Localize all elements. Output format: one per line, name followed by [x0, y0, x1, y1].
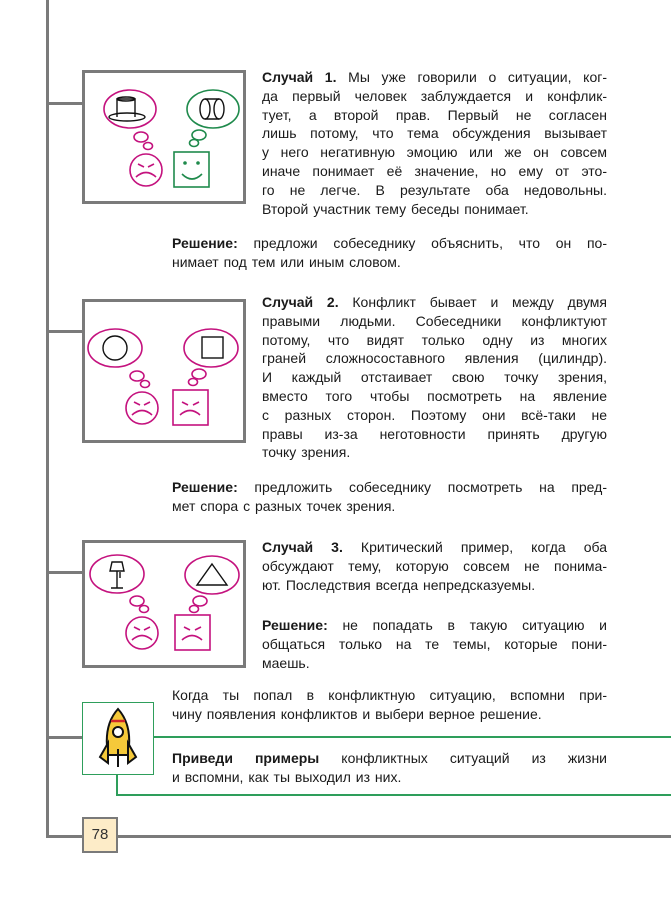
solution1-text: Решение: предложи собеседнику объяснить, что он по- нимает под тем или иным словом.	[172, 235, 607, 270]
angry-face-icon	[126, 392, 158, 424]
circle-icon	[103, 336, 127, 360]
case1-illustration	[82, 70, 246, 204]
page-number: 78	[82, 817, 118, 853]
smiling-face-icon	[174, 152, 209, 187]
task-text: Приведи примеры конфликтных ситуаций из жизни и вспомни, как ты выходил из них.	[172, 750, 608, 785]
triangle-icon	[197, 564, 227, 585]
case3-text: Случай 3. Критический пример, когда оба обсуждают тему, которую совсем не понима- ют. Последствия всегда непредсказуемы.	[262, 539, 607, 593]
solution2-text: Решение: предложить собеседнику посмотреть на пред- мет спора с разных точек зрения.	[172, 479, 607, 514]
branch-line	[46, 330, 84, 333]
top-hat-icon	[109, 97, 145, 121]
angry-face-icon	[173, 390, 208, 425]
case1-text: Случай 1. Мы уже говорили о ситуации, ког- да первый человек заблуждается и конфлик- тует, а второй прав. Первый не согласен лишь потому, что тема обсуждения вызывает у него негативную эмоцию или же он совсем иначе понимает её значение, но ему от это- го не легче. В результате оба недовольны. Второй участник тему беседы понимает.	[262, 69, 607, 217]
solution3-text: Решение: не попадать в такую ситуацию и общаться только на те темы, которые пони- маешь.	[262, 617, 607, 671]
green-bottom-line	[116, 794, 671, 796]
case2-illustration	[82, 299, 246, 443]
green-divider	[153, 736, 671, 738]
branch-line	[46, 736, 84, 739]
frame-bottom-line	[46, 835, 671, 838]
green-connector-vertical	[116, 774, 118, 796]
branch-line	[46, 102, 84, 105]
frame-vertical-line	[46, 0, 49, 838]
reminder-text: Когда ты попал в конфликтную ситуацию, вспомни при- чину появления конфликтов и выбери верное решение.	[172, 687, 607, 722]
lamp-icon	[110, 562, 124, 588]
case3-illustration	[82, 540, 246, 668]
angry-face-icon	[126, 617, 158, 649]
rocket-icon-box	[82, 702, 154, 775]
square-icon	[202, 337, 223, 358]
rocket-icon	[83, 703, 153, 773]
angry-face-icon	[175, 615, 210, 650]
branch-line	[46, 571, 84, 574]
cylinder-icon	[200, 99, 224, 119]
case2-text: Случай 2. Конфликт бывает и между двумя правыми людьми. Собеседники конфликтуют потому, что видят только одну из многих граней сложносоставного явления (цилиндр). И каждый отстаивает свою точку зрения, вместо того чтобы посмотреть на явление с разных сторон. Поэтому они всё-таки не правы из-за неготовности принять другую точку зрения.	[262, 294, 607, 461]
angry-face-icon	[130, 154, 162, 186]
